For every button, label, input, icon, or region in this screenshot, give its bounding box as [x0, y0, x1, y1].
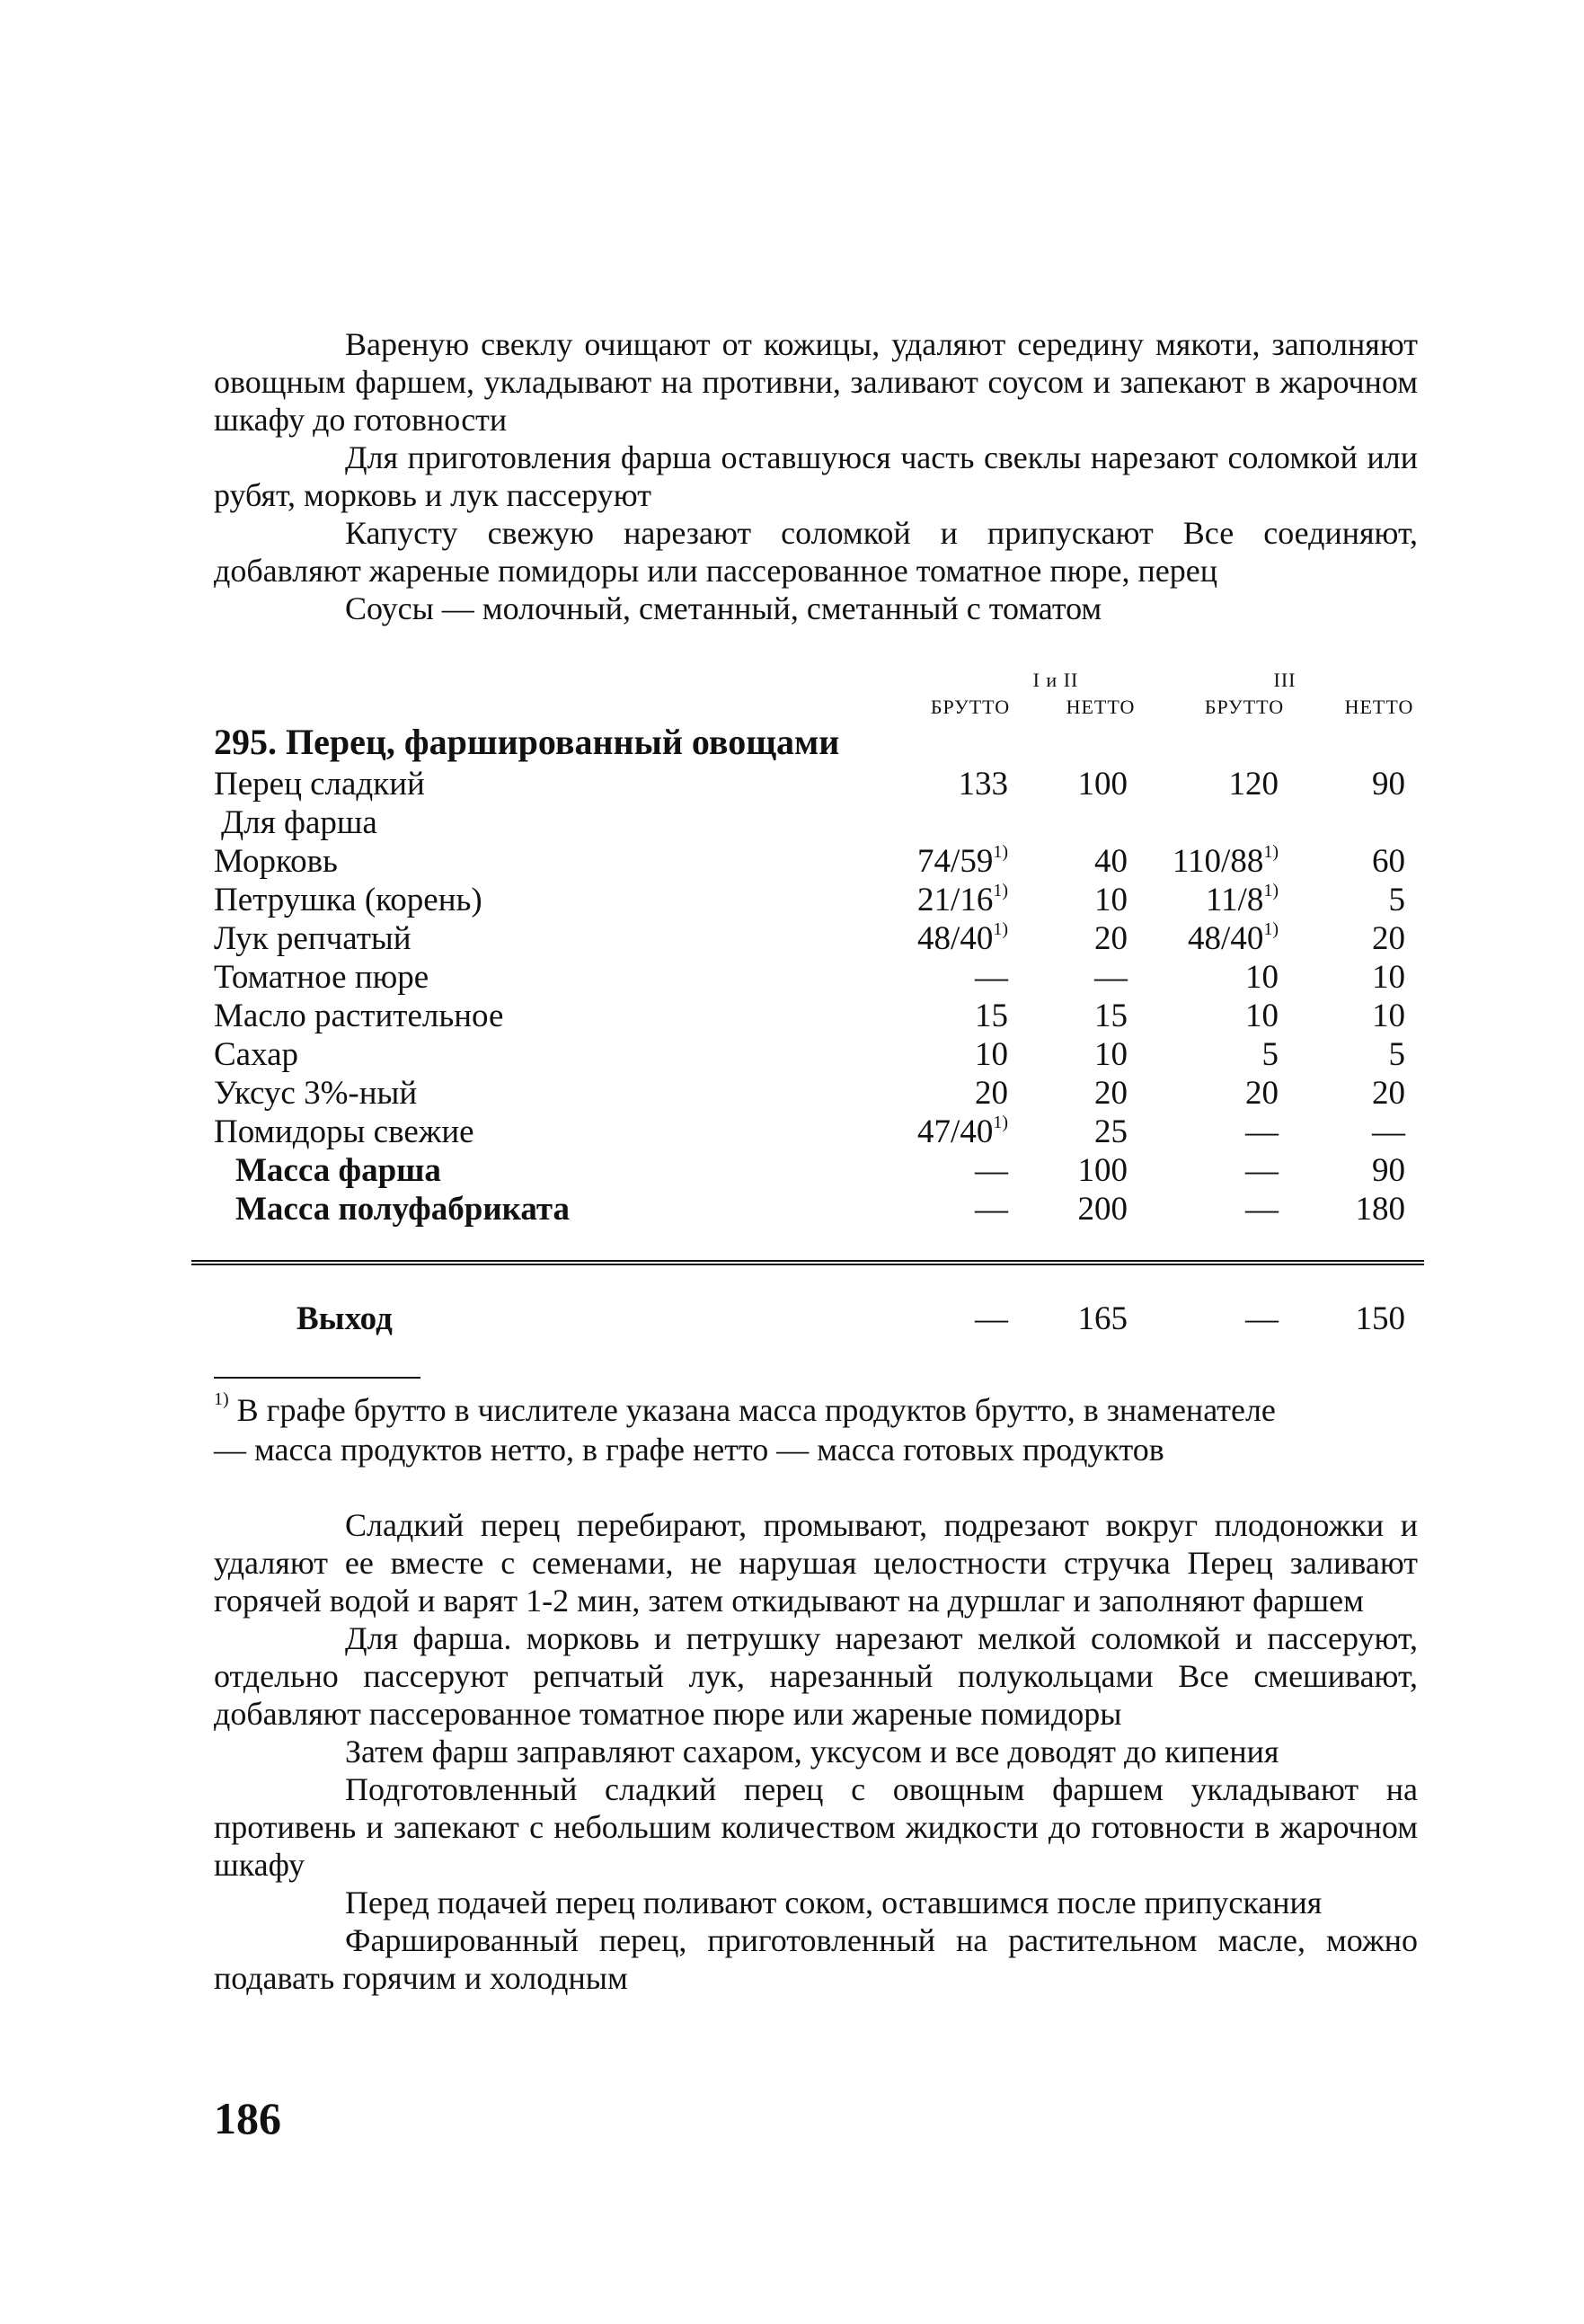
method-paragraph: Перед подачей перец поливают соком, оставшимся после припускания [345, 1885, 1323, 1920]
method-paragraph: Сладкий перец перебирают, промывают, подрезают вокруг плодоножки и удаляют ее вместе с семенами, не нарушая целостности стручка Перец заливают горячей водой и варят 1-2 мин, затем откидывают на дуршлаг и заполняют фаршем [214, 1507, 1418, 1619]
cell-value: 60 [1372, 843, 1405, 880]
cell-value: — [1245, 1113, 1279, 1150]
intro-paragraph: Капусту свежую нарезают соломкой и припускают Все соединяют, добавляют жареные помидоры или пассерованное томатное пюре, перец [214, 515, 1418, 589]
row-label: Сахар [214, 1036, 299, 1073]
footnote-mark: 1) [993, 919, 1008, 939]
row-value [1159, 882, 1279, 919]
cell-value: 20 [1094, 1075, 1128, 1112]
cell-value: — [1245, 1152, 1279, 1189]
footnote-mark: 1) [214, 1389, 229, 1409]
row-value [1294, 1075, 1405, 1113]
row-value [1294, 766, 1405, 803]
cell-value: 180 [1355, 1191, 1405, 1228]
row-value [1024, 766, 1128, 803]
cell-value: — [975, 959, 1008, 996]
footnote-mark: 1) [993, 1113, 1008, 1132]
row-value [1024, 1152, 1128, 1190]
row-value [1024, 843, 1128, 881]
row-value [898, 843, 1008, 881]
row-value [898, 1036, 1008, 1074]
cell-value: 90 [1372, 1152, 1405, 1189]
row-label: Для фарша [221, 804, 377, 841]
cell-value: 11/8 [1205, 882, 1264, 918]
cell-value: 10 [1094, 1036, 1128, 1073]
method-paragraph: Для фарша. морковь и петрушку нарезают мелкой соломкой и пассеруют, отдельно пассеруют репчатый лук, нарезанный полукольцами Все смешивают, добавляют пассерованное томатное пюре или жареные помидоры [214, 1620, 1418, 1732]
row-value [1159, 959, 1279, 997]
cell-value: — [1372, 1113, 1405, 1150]
column-header-netto: НЕТТО [1066, 696, 1136, 718]
row-value [898, 766, 1008, 803]
row-value [1024, 959, 1128, 997]
footnote-mark: 1) [1263, 842, 1279, 862]
row-value [898, 920, 1008, 958]
dish-title: 295. Перец, фаршированный овощами [214, 722, 840, 762]
footnote-mark: 1) [1263, 919, 1279, 939]
row-value [1159, 998, 1279, 1035]
cell-value: 133 [958, 766, 1008, 803]
row-value [1159, 920, 1279, 958]
table-divider [191, 1260, 1424, 1262]
intro-paragraph: Для приготовления фарша оставшуюся часть свеклы нарезают соломкой или рубят, морковь и лук пассеруют [214, 439, 1418, 513]
row-label: Уксус 3%-ный [214, 1075, 418, 1112]
row-value [1159, 1113, 1279, 1151]
cell-value: 10 [1094, 882, 1128, 918]
row-value [1159, 1152, 1279, 1190]
cell-value: 10 [975, 1036, 1008, 1073]
cell-value: 10 [1372, 959, 1405, 996]
cell-value: 15 [1094, 998, 1128, 1034]
row-value [898, 882, 1008, 919]
row-label: Масло растительное [214, 998, 504, 1034]
column-header-brutto: БРУТТО [930, 696, 1011, 718]
row-value [1024, 1036, 1128, 1074]
cell-value: — [1245, 1191, 1279, 1228]
yield-value: — [975, 1300, 1008, 1337]
cell-value: 100 [1077, 1152, 1128, 1189]
footnote-separator [214, 1377, 420, 1379]
cell-value: 90 [1372, 766, 1405, 803]
row-value [898, 1075, 1008, 1113]
row-value [1294, 1152, 1405, 1190]
column-header-brutto: БРУТТО [1204, 696, 1285, 718]
footnote-line: — масса продуктов нетто, в графе нетто — масса готовых продуктов [214, 1432, 1164, 1468]
method-paragraph: Фаршированный перец, приготовленный на растительном масле, можно подавать горячим и холодным [214, 1922, 1418, 1996]
footnote [214, 1390, 1418, 1469]
row-value [1159, 1036, 1279, 1074]
row-value [1294, 843, 1405, 881]
row-value [1294, 998, 1405, 1035]
footnote-mark: 1) [993, 881, 1008, 900]
row-value [898, 998, 1008, 1035]
yield-label: Выход [296, 1300, 393, 1337]
yield-value: 165 [1077, 1300, 1128, 1337]
cell-value: 20 [1372, 920, 1405, 957]
cell-value: 5 [1261, 1036, 1279, 1073]
cell-value: — [975, 1152, 1008, 1189]
row-value [1294, 920, 1405, 958]
yield-value: — [1245, 1300, 1279, 1337]
cell-value: 48/40 [1188, 920, 1264, 957]
row-label: Петрушка (корень) [214, 882, 482, 918]
cell-value: 20 [1094, 920, 1128, 957]
table-divider [191, 1264, 1424, 1265]
row-value [1024, 1075, 1128, 1113]
footnote-line [214, 1390, 1418, 1430]
row-value [1024, 1113, 1128, 1151]
row-value [1294, 1113, 1405, 1151]
row-label: Морковь [214, 843, 338, 880]
cell-value: 5 [1388, 1036, 1405, 1073]
row-value [898, 1113, 1008, 1151]
cell-value: 110/88 [1172, 843, 1264, 880]
cell-value: 5 [1388, 882, 1405, 918]
row-value [1024, 920, 1128, 958]
row-value [898, 1152, 1008, 1190]
cell-value: 200 [1077, 1191, 1128, 1228]
yield-value: 150 [1355, 1300, 1405, 1337]
cell-value: — [1094, 959, 1128, 996]
cell-value: 15 [975, 998, 1008, 1034]
footnote-mark: 1) [993, 842, 1008, 862]
row-value [1159, 766, 1279, 803]
column-header-netto: НЕТТО [1344, 696, 1414, 718]
row-value [1294, 959, 1405, 997]
row-value [898, 959, 1008, 997]
row-label: Помидоры свежие [214, 1113, 474, 1150]
row-label: Томатное пюре [214, 959, 429, 996]
cell-value: — [975, 1191, 1008, 1228]
method-text [214, 1506, 1418, 1997]
row-value [1294, 1191, 1405, 1229]
row-value [898, 1191, 1008, 1229]
cell-value: 20 [1245, 1075, 1279, 1112]
cell-value: 20 [975, 1075, 1008, 1112]
cell-value: 20 [1372, 1075, 1405, 1112]
cell-value: 10 [1372, 998, 1405, 1034]
cell-value: 100 [1077, 766, 1128, 803]
group-header-1-2: I и II [1032, 669, 1079, 691]
row-label: Масса фарша [235, 1152, 441, 1189]
cell-value: 10 [1245, 959, 1279, 996]
method-paragraph: Затем фарш заправляют сахаром, уксусом и все доводят до кипения [345, 1734, 1279, 1770]
cell-value: 25 [1094, 1113, 1128, 1150]
row-value [1159, 843, 1279, 881]
cell-value: 10 [1245, 998, 1279, 1034]
cell-value: 120 [1228, 766, 1279, 803]
cell-value: 21/16 [917, 882, 994, 918]
row-value [1294, 1036, 1405, 1074]
intro-text [214, 325, 1418, 627]
cell-value: 40 [1094, 843, 1128, 880]
cell-value: 74/59 [917, 843, 994, 880]
cell-value: 47/40 [917, 1113, 994, 1150]
footnote-text: В графе брутто в числителе указана масса продуктов брутто, в знаменателе [236, 1392, 1276, 1428]
row-value [1024, 1191, 1128, 1229]
row-value [1294, 882, 1405, 919]
intro-paragraph: Вареную свеклу очищают от кожицы, удаляют середину мякоти, заполняют овощным фаршем, укладывают на противни, заливают соусом и запекают в жарочном шкафу до готовности [214, 326, 1418, 438]
row-label: Перец сладкий [214, 766, 425, 803]
row-value [1159, 1191, 1279, 1229]
footnote-mark: 1) [1263, 881, 1279, 900]
cell-value: 48/40 [917, 920, 994, 957]
row-label: Масса полуфабриката [235, 1191, 571, 1228]
method-paragraph: Подготовленный сладкий перец с овощным фаршем укладывают на противень и запекают с небольшим количеством жидкости до готовности в жарочном шкафу [214, 1771, 1418, 1883]
row-label: Лук репчатый [214, 920, 411, 957]
page-number: 186 [214, 2093, 281, 2143]
group-header-3: III [1273, 669, 1296, 691]
row-value [1024, 882, 1128, 919]
row-value [1024, 998, 1128, 1035]
row-value [1159, 1075, 1279, 1113]
intro-paragraph: Соусы — молочный, сметанный, сметанный с томатом [345, 590, 1102, 626]
